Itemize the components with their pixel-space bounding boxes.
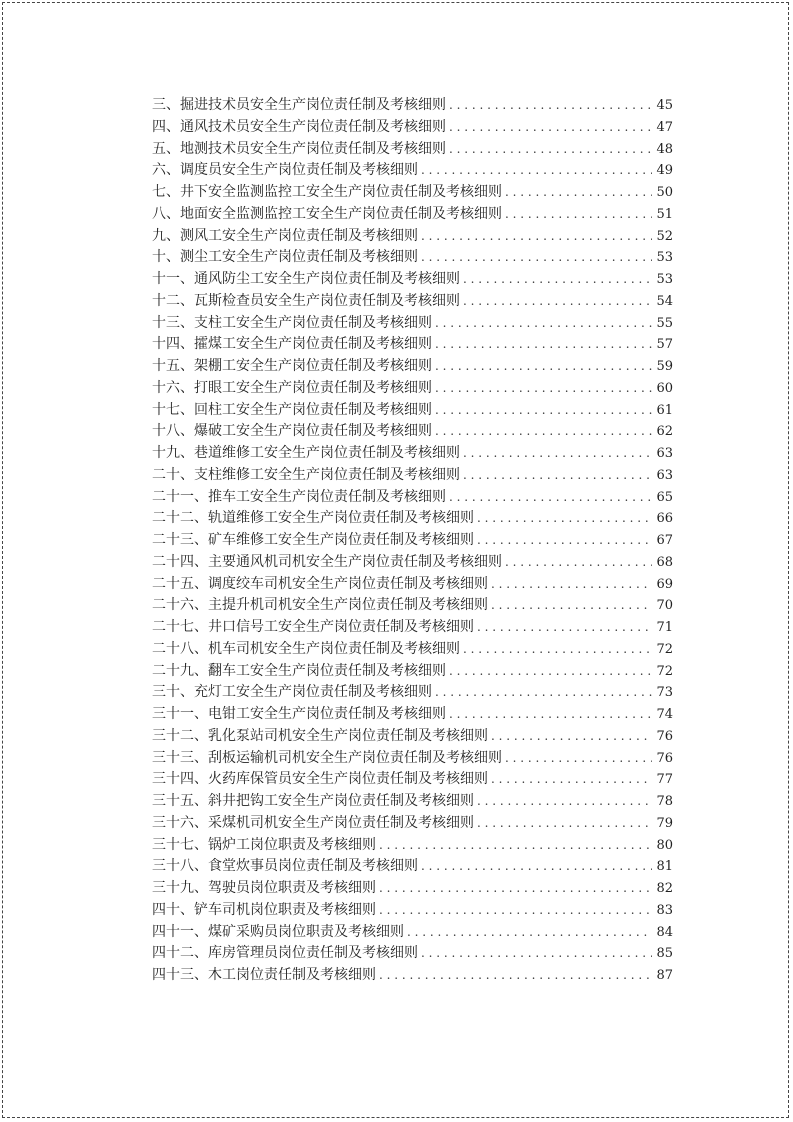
- toc-dot-leader: [435, 421, 652, 443]
- toc-entry-page: 67: [656, 533, 673, 548]
- toc-entry-page: 70: [656, 598, 673, 614]
- toc-entry[interactable]: [152, 356, 673, 378]
- toc-entry-title: 十八、爆破工安全生产岗位责任制及考核细则: [152, 423, 432, 440]
- toc-entry-title: 十二、瓦斯检查员安全生产岗位责任制及考核细则: [152, 292, 460, 309]
- toc-entry-title: 十九、巷道维修工安全生产岗位责任制及考核细则: [152, 445, 460, 461]
- toc-dot-leader: [463, 465, 652, 487]
- toc-entry-page: 45: [656, 98, 673, 113]
- toc-entry-title: 三十三、刮板运输机司机安全生产岗位责任制及考核细则: [152, 749, 502, 766]
- toc-entry-title: 三十五、斜井把钩工安全生产岗位责任制及考核细则: [152, 793, 474, 809]
- toc-entry-page: 80: [656, 837, 673, 853]
- toc-entry-title: 四、通风技术员安全生产岗位责任制及考核细则: [152, 118, 446, 135]
- toc-entry-page: 72: [656, 641, 673, 657]
- toc-entry-page: 79: [656, 815, 673, 831]
- toc-dot-leader: [421, 226, 652, 248]
- toc-dot-leader: [435, 400, 652, 422]
- toc-entry[interactable]: [152, 661, 673, 683]
- toc-entry[interactable]: [152, 791, 673, 813]
- toc-entry-page: 77: [656, 772, 673, 788]
- toc-entry[interactable]: [152, 617, 673, 639]
- toc-entry[interactable]: [152, 95, 673, 117]
- toc-entry-title: 七、井下安全监测监控工安全生产岗位责任制及考核细则: [152, 184, 502, 200]
- toc-dot-leader: [463, 269, 652, 291]
- toc-entry-page: 50: [656, 185, 673, 200]
- toc-entry[interactable]: [152, 487, 673, 509]
- toc-entry-page: 65: [656, 489, 673, 505]
- toc-entry-page: 83: [656, 902, 673, 918]
- toc-entry-page: 66: [656, 511, 673, 527]
- toc-entry-page: 60: [656, 380, 673, 396]
- toc-entry-title: 六、调度员安全生产岗位责任制及考核细则: [152, 162, 418, 179]
- toc-entry[interactable]: [152, 835, 673, 857]
- toc-dot-leader: [435, 682, 652, 704]
- toc-entry-title: 二十、支柱维修工安全生产岗位责任制及考核细则: [152, 466, 460, 483]
- toc-entry[interactable]: [152, 574, 673, 596]
- toc-entry-title: 十五、架棚工安全生产岗位责任制及考核细则: [152, 358, 432, 374]
- toc-entry-page: 63: [656, 446, 673, 461]
- toc-entry-title: 八、地面安全监测监控工安全生产岗位责任制及考核细则: [152, 205, 502, 222]
- toc-entry-title: 二十五、调度绞车司机安全生产岗位责任制及考核细则: [152, 575, 488, 592]
- toc-entry-page: 82: [656, 881, 673, 896]
- toc-entry-title: 十七、回柱工安全生产岗位责任制及考核细则: [152, 401, 432, 418]
- toc-entry[interactable]: [152, 922, 673, 944]
- toc-entry[interactable]: [152, 704, 673, 726]
- toc-dot-leader: [505, 748, 652, 770]
- toc-entry-title: 三十一、电钳工安全生产岗位责任制及考核细则: [152, 706, 446, 722]
- toc-entry-title: 三十九、驾驶员岗位职责及考核细则: [152, 880, 376, 896]
- toc-entry[interactable]: [152, 378, 673, 400]
- toc-dot-leader: [477, 813, 652, 835]
- toc-entry-title: 三十八、食堂炊事员岗位责任制及考核细则: [152, 858, 418, 875]
- toc-entry-title: 三十、充灯工安全生产岗位责任制及考核细则: [152, 684, 432, 701]
- toc-entry-title: 四十一、煤矿采购员岗位职责及考核细则: [152, 923, 404, 940]
- toc-entry[interactable]: [152, 769, 673, 791]
- toc-entry[interactable]: [152, 465, 673, 487]
- toc-entry-page: 54: [656, 293, 673, 309]
- toc-entry-page: 71: [656, 620, 673, 635]
- toc-dot-leader: [463, 443, 652, 465]
- toc-entry-title: 十六、打眼工安全生产岗位责任制及考核细则: [152, 379, 432, 396]
- toc-entry-page: 68: [656, 554, 673, 570]
- toc-entry-title: 十三、支柱工安全生产岗位责任制及考核细则: [152, 314, 432, 331]
- toc-dot-leader: [379, 900, 652, 922]
- toc-dot-leader: [477, 508, 652, 530]
- toc-dot-leader: [491, 595, 652, 617]
- toc-entry-page: 55: [656, 315, 673, 331]
- toc-dot-leader: [491, 769, 652, 791]
- toc-dot-leader: [477, 791, 652, 813]
- toc-entry-page: 73: [656, 685, 673, 701]
- toc-entry-title: 十一、通风防尘工安全生产岗位责任制及考核细则: [152, 271, 460, 287]
- toc-entry[interactable]: [152, 639, 673, 661]
- toc-entry[interactable]: [152, 421, 673, 443]
- toc-entry[interactable]: [152, 508, 673, 530]
- toc-entry-page: 85: [656, 946, 673, 962]
- toc-entry[interactable]: [152, 139, 673, 161]
- toc-entry-title: 二十四、主要通风机司机安全生产岗位责任制及考核细则: [152, 553, 502, 570]
- toc-entry[interactable]: [152, 530, 673, 552]
- toc-dot-leader: [379, 965, 652, 987]
- toc-dot-leader: [449, 139, 652, 161]
- toc-dot-leader: [435, 378, 652, 400]
- toc-entry-page: 87: [656, 968, 673, 983]
- toc-entry[interactable]: [152, 682, 673, 704]
- toc-dot-leader: [379, 878, 652, 900]
- toc-entry-title: 五、地测技术员安全生产岗位责任制及考核细则: [152, 140, 446, 157]
- toc-dot-leader: [477, 617, 652, 639]
- toc-entry-title: 十四、攉煤工安全生产岗位责任制及考核细则: [152, 336, 432, 353]
- toc-dot-leader: [463, 291, 652, 313]
- toc-entry-page: 62: [656, 424, 673, 440]
- toc-entry[interactable]: [152, 247, 673, 269]
- toc-entry-title: 三十六、采煤机司机安全生产岗位责任制及考核细则: [152, 814, 474, 831]
- toc-entry-title: 二十九、翻车工安全生产岗位责任制及考核细则: [152, 662, 446, 679]
- toc-dot-leader: [435, 334, 652, 356]
- toc-entry-page: 57: [656, 337, 673, 353]
- toc-entry-title: 二十七、井口信号工安全生产岗位责任制及考核细则: [152, 619, 474, 635]
- toc-entry-page: 81: [656, 859, 673, 875]
- table-of-contents: [152, 95, 673, 987]
- toc-entry-title: 四十三、木工岗位责任制及考核细则: [152, 967, 376, 983]
- toc-dot-leader: [491, 574, 652, 596]
- toc-entry[interactable]: [152, 443, 673, 465]
- toc-entry-page: 84: [656, 924, 673, 940]
- toc-entry-title: 二十六、主提升机司机安全生产岗位责任制及考核细则: [152, 597, 488, 614]
- toc-dot-leader: [491, 726, 652, 748]
- toc-dot-leader: [449, 661, 652, 683]
- toc-entry-page: 63: [656, 467, 673, 483]
- toc-entry-page: 69: [656, 576, 673, 592]
- toc-entry-page: 48: [656, 141, 673, 157]
- toc-entry[interactable]: [152, 856, 673, 878]
- toc-dot-leader: [505, 552, 652, 574]
- toc-entry-title: 三十二、乳化泵站司机安全生产岗位责任制及考核细则: [152, 727, 488, 744]
- toc-entry-title: 十、测尘工安全生产岗位责任制及考核细则: [152, 249, 418, 266]
- toc-dot-leader: [435, 313, 652, 335]
- toc-entry-page: 76: [656, 750, 673, 766]
- toc-entry-page: 53: [656, 272, 673, 287]
- toc-entry[interactable]: [152, 291, 673, 313]
- toc-entry[interactable]: [152, 334, 673, 356]
- toc-entry-title: 三十七、锅炉工岗位职责及考核细则: [152, 836, 376, 853]
- toc-entry-title: 四十、铲车司机岗位职责及考核细则: [152, 901, 376, 918]
- toc-entry[interactable]: [152, 400, 673, 422]
- toc-entry-title: 二十八、机车司机安全生产岗位责任制及考核细则: [152, 640, 460, 657]
- toc-entry[interactable]: [152, 182, 673, 204]
- toc-entry[interactable]: [152, 226, 673, 248]
- toc-entry-page: 76: [656, 728, 673, 744]
- toc-dot-leader: [407, 922, 652, 944]
- toc-entry-title: 二十一、推车工安全生产岗位责任制及考核细则: [152, 488, 446, 505]
- toc-entry[interactable]: [152, 552, 673, 574]
- toc-dot-leader: [477, 530, 652, 552]
- toc-dot-leader: [421, 247, 652, 269]
- toc-entry[interactable]: [152, 160, 673, 182]
- toc-entry-title: 四十二、库房管理员岗位责任制及考核细则: [152, 945, 418, 962]
- toc-entry-page: 47: [656, 119, 673, 135]
- toc-entry-page: 52: [656, 228, 673, 244]
- toc-entry-page: 53: [656, 250, 673, 266]
- toc-entry-page: 49: [656, 163, 673, 179]
- toc-dot-leader: [505, 204, 652, 226]
- toc-entry-title: 三、掘进技术员安全生产岗位责任制及考核细则: [152, 97, 446, 113]
- toc-dot-leader: [463, 639, 652, 661]
- toc-entry-title: 二十三、矿车维修工安全生产岗位责任制及考核细则: [152, 532, 474, 548]
- toc-entry-page: 51: [656, 206, 673, 222]
- toc-entry[interactable]: [152, 900, 673, 922]
- toc-dot-leader: [449, 704, 652, 726]
- toc-dot-leader: [421, 943, 652, 965]
- toc-entry[interactable]: [152, 748, 673, 770]
- toc-entry[interactable]: [152, 965, 673, 987]
- toc-entry-page: 74: [656, 707, 673, 722]
- toc-entry[interactable]: [152, 204, 673, 226]
- toc-entry-page: 78: [656, 794, 673, 809]
- toc-entry[interactable]: [152, 878, 673, 900]
- toc-dot-leader: [379, 835, 652, 857]
- toc-entry-page: 61: [656, 402, 673, 418]
- toc-entry-title: 三十四、火药库保管员安全生产岗位责任制及考核细则: [152, 771, 488, 788]
- toc-entry-title: 二十二、轨道维修工安全生产岗位责任制及考核细则: [152, 510, 474, 527]
- toc-entry-title: 九、测风工安全生产岗位责任制及考核细则: [152, 227, 418, 244]
- toc-entry[interactable]: [152, 595, 673, 617]
- toc-entry[interactable]: [152, 117, 673, 139]
- toc-entry[interactable]: [152, 313, 673, 335]
- toc-entry[interactable]: [152, 813, 673, 835]
- toc-entry-page: 72: [656, 663, 673, 679]
- toc-entry[interactable]: [152, 943, 673, 965]
- toc-dot-leader: [435, 356, 652, 378]
- toc-entry-page: 59: [656, 359, 673, 374]
- toc-dot-leader: [449, 117, 652, 139]
- toc-entry[interactable]: [152, 269, 673, 291]
- toc-dot-leader: [449, 487, 652, 509]
- toc-dot-leader: [449, 95, 652, 117]
- toc-entry[interactable]: [152, 726, 673, 748]
- toc-dot-leader: [505, 182, 652, 204]
- toc-dot-leader: [421, 856, 652, 878]
- toc-dot-leader: [421, 160, 652, 182]
